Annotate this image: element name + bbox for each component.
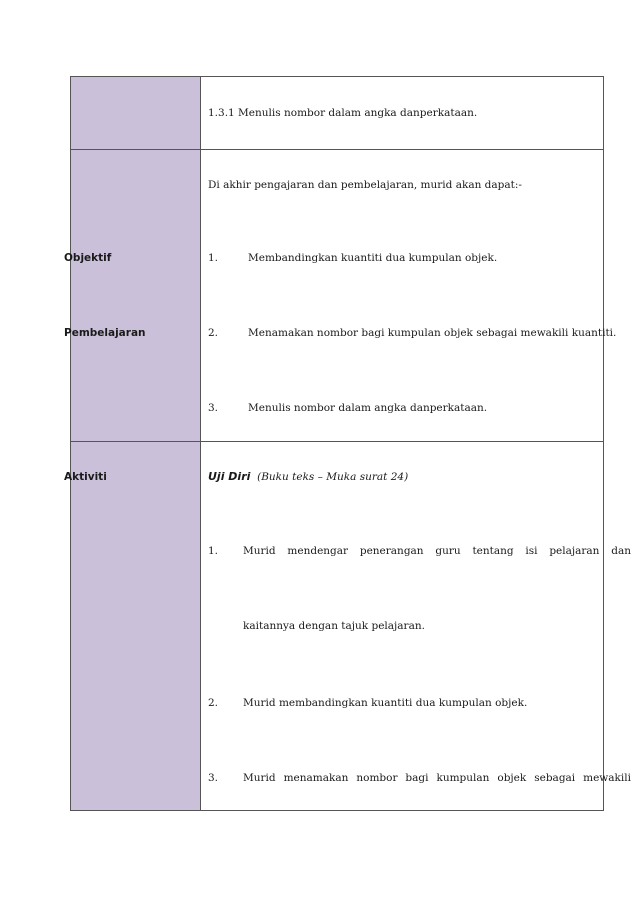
aktiviti-item-number: 3. — [208, 772, 219, 784]
aktiviti-item-text: Murid mendengar penerangan guru tentang isi pelajaran dan — [243, 545, 631, 557]
topic-standard-text: 1.3.1 Menulis nombor dalam angka danperkataan. — [208, 107, 478, 119]
label-column — [71, 77, 201, 810]
pembelajaran-label: Pembelajaran — [64, 327, 146, 339]
objektif-item-text: Menamakan nombor bagi kumpulan objek sebagai mewakili kuantiti. — [248, 327, 617, 339]
aktiviti-item-number: 2. — [208, 697, 219, 709]
aktiviti-item-number: 1. — [208, 545, 219, 557]
aktiviti-item-text: Murid membandingkan kuantiti dua kumpulan objek. — [243, 697, 528, 709]
aktiviti-heading — [208, 470, 408, 483]
objektif-item-text: Menulis nombor dalam angka danperkataan. — [248, 402, 488, 414]
objektif-intro: Di akhir pengajaran dan pembelajaran, murid akan dapat:- — [208, 179, 522, 191]
aktiviti-item-text: Murid menamakan nombor bagi kumpulan objek sebagai mewakili — [243, 772, 631, 784]
lesson-plan-table — [64, 76, 631, 811]
row-divider — [71, 149, 603, 150]
aktiviti-item-continuation: kaitannya dengan tajuk pelajaran. — [243, 620, 425, 632]
objektif-item-number: 3. — [208, 402, 219, 414]
objektif-label: Objektif — [64, 252, 112, 264]
aktiviti-label: Aktiviti — [64, 471, 107, 483]
row-divider — [71, 441, 603, 442]
aktiviti-title: Uji Diri — [208, 470, 251, 483]
objektif-item-text: Membandingkan kuantiti dua kumpulan objek. — [248, 252, 498, 264]
objektif-item-number: 2. — [208, 327, 219, 339]
aktiviti-subtitle: (Buku teks – Muka surat 24) — [257, 471, 409, 483]
objektif-item-number: 1. — [208, 252, 219, 264]
